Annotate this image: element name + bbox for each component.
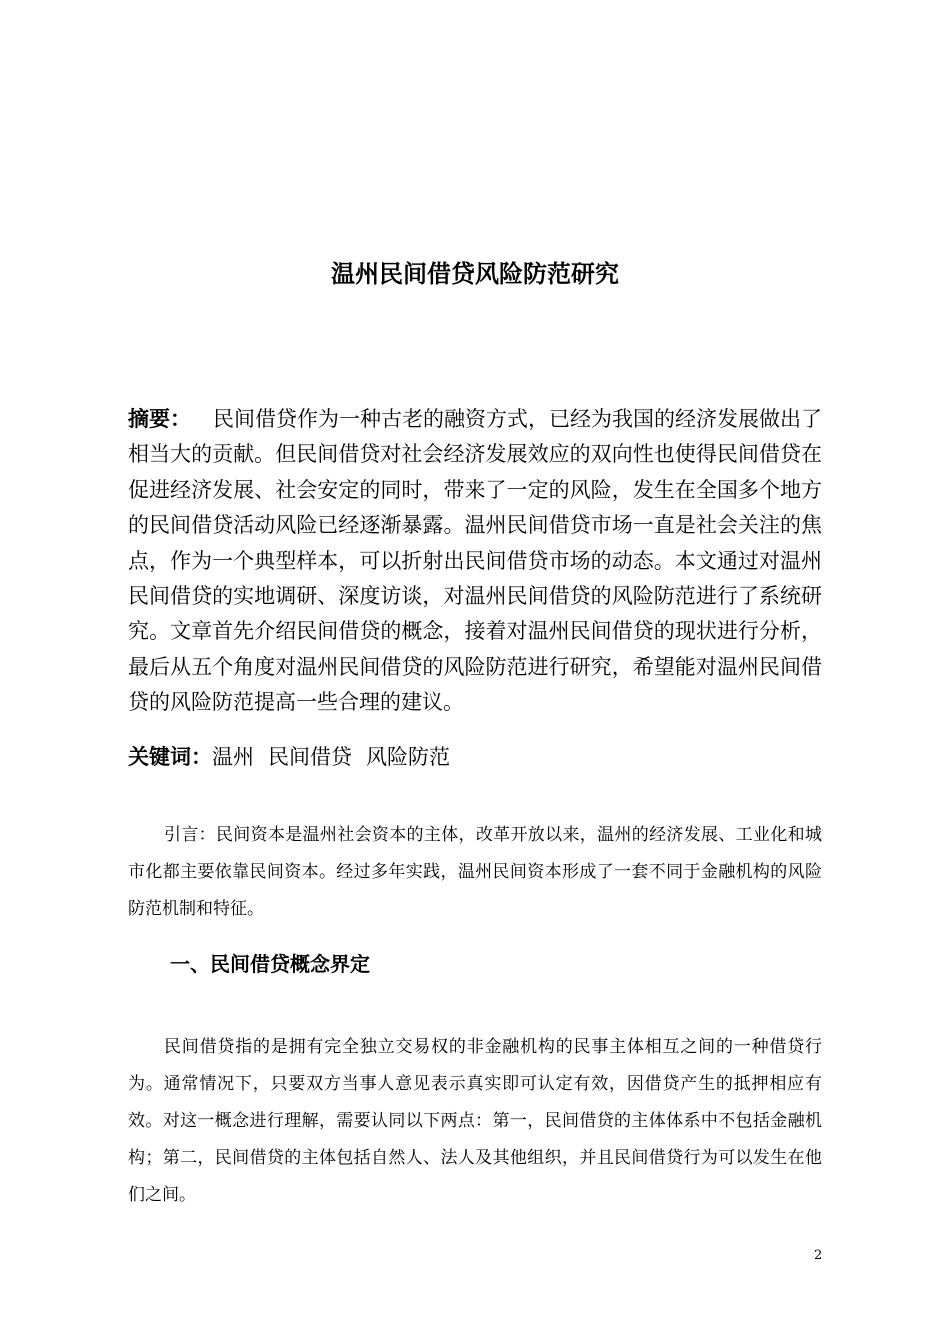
- page-number: 2: [814, 1248, 823, 1263]
- document-title: 温州民间借贷风险防范研究: [331, 260, 619, 288]
- keyword-item: 温州: [212, 745, 254, 769]
- intro-paragraph: 引言：民间资本是温州社会资本的主体，改革开放以来，温州的经济发展、工业化和城市化都主要依靠民间资本。经过多年实践，温州民间资本形成了一套不同于金融机构的风险防范机制和特征。: [128, 825, 822, 919]
- keywords-label: 关键词：: [128, 745, 212, 769]
- keyword-item: 风险防范: [366, 745, 450, 769]
- abstract-text: 民间借贷作为一种古老的融资方式，已经为我国的经济发展做出了相当大的贡献。但民间借贷对社会经济发展效应的双向性也使得民间借贷在促进经济发展、社会安定的同时，带来了一定的风险，发生在全国多个地方的民间借贷活动风险已经逐渐暴露。温州民间借贷市场一直是社会关注的焦点，作为一个典型样本，可以折射出民间借贷市场的动态。本文通过对温州民间借贷的实地调研、深度访谈，对温州民间借贷的风险防范进行了系统研究。文章首先介绍民间借贷的概念，接着对温州民间借贷的现状进行分析，最后从五个角度对温州民间借贷的风险防范进行研究，希望能对温州民间借贷的风险防范提高一些合理的建议。: [128, 407, 822, 715]
- section-heading: 一、民间借贷概念界定: [170, 952, 370, 976]
- abstract-label: 摘要：: [128, 407, 191, 431]
- section-paragraph: 民间借贷指的是拥有完全独立交易权的非金融机构的民事主体相互之间的一种借贷行为。通常情况下，只要双方当事人意见表示真实即可认定有效，因借贷产生的抵押相应有效。对这一概念进行理解，需要认同以下两点：第一，民间借贷的主体体系中不包括金融机构；第二，民间借贷的主体包括自然人、法人及其他组织，并且民间借贷行为可以发生在他们之间。: [128, 1037, 822, 1205]
- keywords-line: [128, 741, 822, 773]
- abstract-paragraph: [128, 402, 822, 721]
- keyword-item: 民间借贷: [268, 745, 352, 769]
